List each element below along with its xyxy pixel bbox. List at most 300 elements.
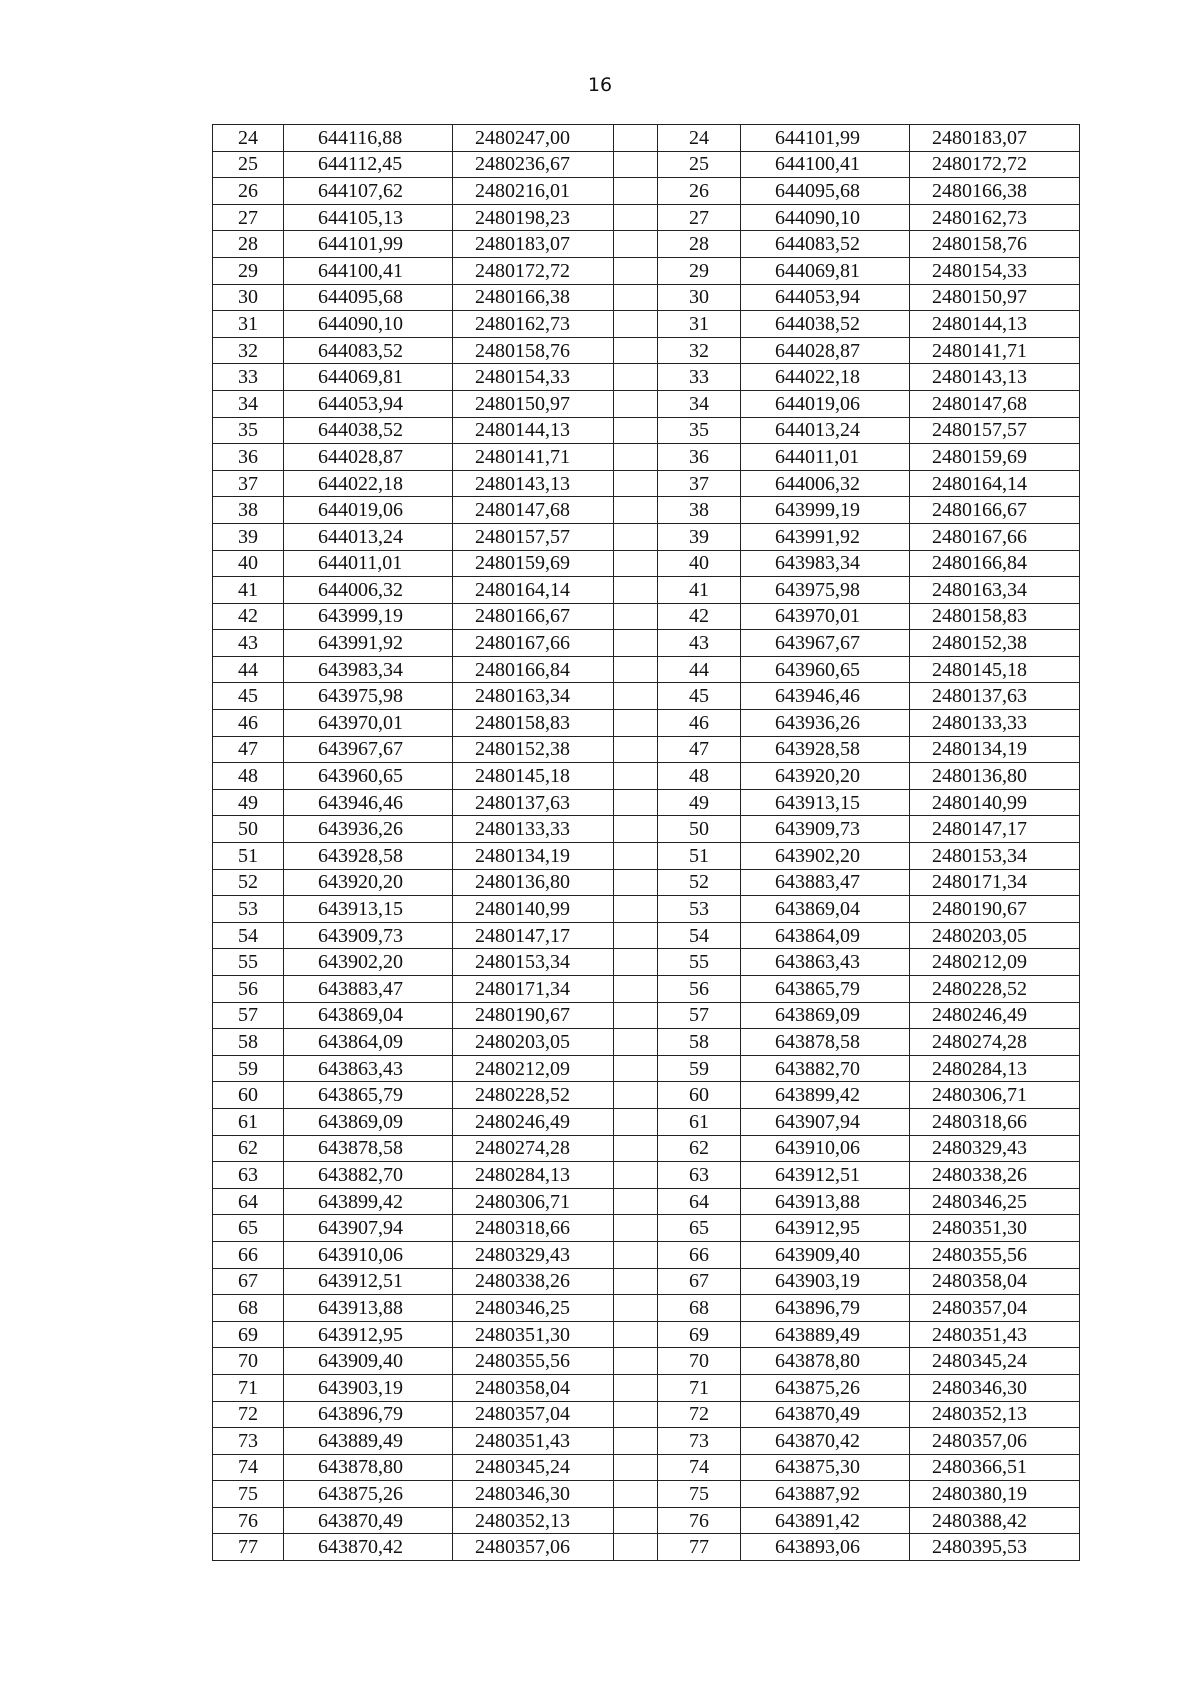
right-x-coordinate: 643863,43 (741, 949, 910, 976)
right-y-coordinate: 2480246,49 (910, 1002, 1080, 1029)
right-x-coordinate: 643967,67 (741, 630, 910, 657)
left-point-number: 73 (213, 1428, 284, 1455)
right-point-number: 27 (658, 204, 741, 231)
left-x-coordinate: 644116,88 (284, 125, 453, 152)
left-y-coordinate: 2480357,04 (453, 1401, 614, 1428)
right-y-coordinate: 2480136,80 (910, 763, 1080, 790)
blank-separator-cell (614, 976, 658, 1003)
table-row (213, 1428, 1080, 1455)
blank-separator-cell (614, 1055, 658, 1082)
left-x-coordinate: 643983,34 (284, 656, 453, 683)
right-y-coordinate: 2480172,72 (910, 151, 1080, 178)
right-x-coordinate: 643869,09 (741, 1002, 910, 1029)
left-y-coordinate: 2480158,83 (453, 710, 614, 737)
table-row (213, 204, 1080, 231)
blank-separator-cell (614, 1188, 658, 1215)
right-x-coordinate: 643907,94 (741, 1108, 910, 1135)
right-x-coordinate: 644101,99 (741, 125, 910, 152)
left-x-coordinate: 644019,06 (284, 497, 453, 524)
left-x-coordinate: 643946,46 (284, 789, 453, 816)
blank-separator-cell (614, 1162, 658, 1189)
right-point-number: 57 (658, 1002, 741, 1029)
left-point-number: 47 (213, 736, 284, 763)
page-number: 16 (587, 74, 613, 96)
right-x-coordinate: 644022,18 (741, 364, 910, 391)
right-point-number: 44 (658, 656, 741, 683)
right-point-number: 63 (658, 1162, 741, 1189)
left-point-number: 32 (213, 337, 284, 364)
table-row (213, 417, 1080, 444)
blank-separator-cell (614, 125, 658, 152)
right-y-coordinate: 2480346,30 (910, 1374, 1080, 1401)
left-point-number: 75 (213, 1481, 284, 1508)
blank-separator-cell (614, 550, 658, 577)
right-x-coordinate: 643893,06 (741, 1534, 910, 1561)
left-x-coordinate: 644083,52 (284, 337, 453, 364)
right-point-number: 40 (658, 550, 741, 577)
right-x-coordinate: 644019,06 (741, 390, 910, 417)
blank-separator-cell (614, 710, 658, 737)
right-x-coordinate: 643960,65 (741, 656, 910, 683)
blank-separator-cell (614, 1428, 658, 1455)
left-y-coordinate: 2480167,66 (453, 630, 614, 657)
left-x-coordinate: 643903,19 (284, 1374, 453, 1401)
right-x-coordinate: 643865,79 (741, 976, 910, 1003)
right-point-number: 41 (658, 577, 741, 604)
blank-separator-cell (614, 1401, 658, 1428)
left-point-number: 27 (213, 204, 284, 231)
right-y-coordinate: 2480166,67 (910, 497, 1080, 524)
right-x-coordinate: 643889,49 (741, 1321, 910, 1348)
left-y-coordinate: 2480284,13 (453, 1162, 614, 1189)
left-y-coordinate: 2480158,76 (453, 337, 614, 364)
right-x-coordinate: 643946,46 (741, 683, 910, 710)
left-y-coordinate: 2480171,34 (453, 976, 614, 1003)
table-row (213, 444, 1080, 471)
right-x-coordinate: 643970,01 (741, 603, 910, 630)
left-y-coordinate: 2480338,26 (453, 1268, 614, 1295)
right-y-coordinate: 2480159,69 (910, 444, 1080, 471)
left-x-coordinate: 643975,98 (284, 683, 453, 710)
right-y-coordinate: 2480147,17 (910, 816, 1080, 843)
left-x-coordinate: 643883,47 (284, 976, 453, 1003)
blank-separator-cell (614, 364, 658, 391)
left-y-coordinate: 2480198,23 (453, 204, 614, 231)
right-x-coordinate: 643910,06 (741, 1135, 910, 1162)
blank-separator-cell (614, 1029, 658, 1056)
blank-separator-cell (614, 178, 658, 205)
right-point-number: 68 (658, 1295, 741, 1322)
right-y-coordinate: 2480318,66 (910, 1108, 1080, 1135)
left-x-coordinate: 643909,40 (284, 1348, 453, 1375)
left-x-coordinate: 644107,62 (284, 178, 453, 205)
coordinates-table-body (213, 125, 1080, 1561)
table-row (213, 1401, 1080, 1428)
table-row (213, 1055, 1080, 1082)
right-point-number: 52 (658, 869, 741, 896)
table-row (213, 949, 1080, 976)
right-x-coordinate: 643878,58 (741, 1029, 910, 1056)
right-x-coordinate: 644013,24 (741, 417, 910, 444)
right-x-coordinate: 644038,52 (741, 311, 910, 338)
left-x-coordinate: 644105,13 (284, 204, 453, 231)
right-y-coordinate: 2480152,38 (910, 630, 1080, 657)
right-point-number: 70 (658, 1348, 741, 1375)
right-point-number: 37 (658, 470, 741, 497)
table-row (213, 843, 1080, 870)
left-x-coordinate: 643870,49 (284, 1507, 453, 1534)
right-y-coordinate: 2480338,26 (910, 1162, 1080, 1189)
right-y-coordinate: 2480143,13 (910, 364, 1080, 391)
left-x-coordinate: 644069,81 (284, 364, 453, 391)
right-y-coordinate: 2480153,34 (910, 843, 1080, 870)
right-y-coordinate: 2480166,84 (910, 550, 1080, 577)
left-point-number: 51 (213, 843, 284, 870)
blank-separator-cell (614, 1534, 658, 1561)
left-point-number: 74 (213, 1454, 284, 1481)
left-y-coordinate: 2480274,28 (453, 1135, 614, 1162)
blank-separator-cell (614, 151, 658, 178)
left-y-coordinate: 2480141,71 (453, 444, 614, 471)
table-row (213, 976, 1080, 1003)
left-x-coordinate: 644095,68 (284, 284, 453, 311)
right-point-number: 49 (658, 789, 741, 816)
table-row (213, 1241, 1080, 1268)
right-x-coordinate: 643896,79 (741, 1295, 910, 1322)
table-row (213, 1002, 1080, 1029)
right-x-coordinate: 643903,19 (741, 1268, 910, 1295)
left-y-coordinate: 2480133,33 (453, 816, 614, 843)
blank-separator-cell (614, 1241, 658, 1268)
left-point-number: 69 (213, 1321, 284, 1348)
left-y-coordinate: 2480140,99 (453, 896, 614, 923)
table-row (213, 284, 1080, 311)
left-point-number: 31 (213, 311, 284, 338)
table-row (213, 1215, 1080, 1242)
left-point-number: 58 (213, 1029, 284, 1056)
right-point-number: 46 (658, 710, 741, 737)
right-y-coordinate: 2480357,04 (910, 1295, 1080, 1322)
right-point-number: 25 (658, 151, 741, 178)
table-row (213, 1454, 1080, 1481)
right-y-coordinate: 2480346,25 (910, 1188, 1080, 1215)
left-x-coordinate: 644022,18 (284, 470, 453, 497)
left-y-coordinate: 2480357,06 (453, 1534, 614, 1561)
right-point-number: 71 (658, 1374, 741, 1401)
right-x-coordinate: 643913,15 (741, 789, 910, 816)
left-y-coordinate: 2480137,63 (453, 789, 614, 816)
left-y-coordinate: 2480216,01 (453, 178, 614, 205)
blank-separator-cell (614, 1135, 658, 1162)
right-point-number: 29 (658, 257, 741, 284)
blank-separator-cell (614, 763, 658, 790)
left-y-coordinate: 2480163,34 (453, 683, 614, 710)
right-x-coordinate: 643999,19 (741, 497, 910, 524)
left-point-number: 52 (213, 869, 284, 896)
left-y-coordinate: 2480318,66 (453, 1215, 614, 1242)
right-x-coordinate: 644006,32 (741, 470, 910, 497)
table-row (213, 1082, 1080, 1109)
right-point-number: 34 (658, 390, 741, 417)
table-row (213, 497, 1080, 524)
left-point-number: 65 (213, 1215, 284, 1242)
left-y-coordinate: 2480162,73 (453, 311, 614, 338)
right-x-coordinate: 643928,58 (741, 736, 910, 763)
right-x-coordinate: 643882,70 (741, 1055, 910, 1082)
left-x-coordinate: 643991,92 (284, 630, 453, 657)
left-y-coordinate: 2480166,84 (453, 656, 614, 683)
blank-separator-cell (614, 949, 658, 976)
right-point-number: 69 (658, 1321, 741, 1348)
table-row (213, 603, 1080, 630)
table-row (213, 869, 1080, 896)
left-point-number: 77 (213, 1534, 284, 1561)
left-y-coordinate: 2480228,52 (453, 1082, 614, 1109)
coordinates-table (212, 124, 1080, 1561)
right-y-coordinate: 2480167,66 (910, 523, 1080, 550)
right-x-coordinate: 644095,68 (741, 178, 910, 205)
left-x-coordinate: 643913,15 (284, 896, 453, 923)
left-point-number: 33 (213, 364, 284, 391)
left-x-coordinate: 643899,42 (284, 1188, 453, 1215)
left-x-coordinate: 644011,01 (284, 550, 453, 577)
left-x-coordinate: 643960,65 (284, 763, 453, 790)
right-y-coordinate: 2480190,67 (910, 896, 1080, 923)
left-x-coordinate: 643882,70 (284, 1162, 453, 1189)
right-point-number: 77 (658, 1534, 741, 1561)
left-y-coordinate: 2480136,80 (453, 869, 614, 896)
left-point-number: 70 (213, 1348, 284, 1375)
left-y-coordinate: 2480144,13 (453, 417, 614, 444)
right-point-number: 76 (658, 1507, 741, 1534)
right-y-coordinate: 2480351,30 (910, 1215, 1080, 1242)
left-point-number: 71 (213, 1374, 284, 1401)
left-x-coordinate: 643878,58 (284, 1135, 453, 1162)
blank-separator-cell (614, 1002, 658, 1029)
blank-separator-cell (614, 470, 658, 497)
left-point-number: 26 (213, 178, 284, 205)
right-point-number: 67 (658, 1268, 741, 1295)
right-x-coordinate: 643912,95 (741, 1215, 910, 1242)
left-y-coordinate: 2480212,09 (453, 1055, 614, 1082)
table-row (213, 231, 1080, 258)
table-row (213, 311, 1080, 338)
blank-separator-cell (614, 683, 658, 710)
left-y-coordinate: 2480145,18 (453, 763, 614, 790)
left-point-number: 24 (213, 125, 284, 152)
left-y-coordinate: 2480166,38 (453, 284, 614, 311)
left-y-coordinate: 2480154,33 (453, 364, 614, 391)
right-x-coordinate: 644100,41 (741, 151, 910, 178)
left-point-number: 28 (213, 231, 284, 258)
left-y-coordinate: 2480203,05 (453, 1029, 614, 1056)
right-point-number: 48 (658, 763, 741, 790)
blank-separator-cell (614, 1454, 658, 1481)
left-point-number: 68 (213, 1295, 284, 1322)
right-point-number: 72 (658, 1401, 741, 1428)
right-y-coordinate: 2480388,42 (910, 1507, 1080, 1534)
table-row (213, 656, 1080, 683)
blank-separator-cell (614, 284, 658, 311)
right-point-number: 30 (658, 284, 741, 311)
right-point-number: 28 (658, 231, 741, 258)
left-point-number: 56 (213, 976, 284, 1003)
right-y-coordinate: 2480158,76 (910, 231, 1080, 258)
left-point-number: 66 (213, 1241, 284, 1268)
right-y-coordinate: 2480228,52 (910, 976, 1080, 1003)
left-y-coordinate: 2480147,68 (453, 497, 614, 524)
table-row (213, 1348, 1080, 1375)
left-x-coordinate: 643863,43 (284, 1055, 453, 1082)
right-y-coordinate: 2480329,43 (910, 1135, 1080, 1162)
right-y-coordinate: 2480144,13 (910, 311, 1080, 338)
table-row (213, 125, 1080, 152)
left-y-coordinate: 2480246,49 (453, 1108, 614, 1135)
table-row (213, 1295, 1080, 1322)
table-row (213, 151, 1080, 178)
right-y-coordinate: 2480183,07 (910, 125, 1080, 152)
left-x-coordinate: 643869,09 (284, 1108, 453, 1135)
left-y-coordinate: 2480351,30 (453, 1321, 614, 1348)
right-point-number: 47 (658, 736, 741, 763)
blank-separator-cell (614, 577, 658, 604)
left-y-coordinate: 2480190,67 (453, 1002, 614, 1029)
left-x-coordinate: 644090,10 (284, 311, 453, 338)
right-point-number: 38 (658, 497, 741, 524)
left-x-coordinate: 643967,67 (284, 736, 453, 763)
blank-separator-cell (614, 257, 658, 284)
left-y-coordinate: 2480346,30 (453, 1481, 614, 1508)
table-row (213, 816, 1080, 843)
right-y-coordinate: 2480212,09 (910, 949, 1080, 976)
right-point-number: 54 (658, 922, 741, 949)
left-x-coordinate: 643902,20 (284, 949, 453, 976)
right-x-coordinate: 643870,42 (741, 1428, 910, 1455)
right-point-number: 58 (658, 1029, 741, 1056)
left-point-number: 63 (213, 1162, 284, 1189)
table-row (213, 736, 1080, 763)
left-x-coordinate: 643970,01 (284, 710, 453, 737)
left-x-coordinate: 643870,42 (284, 1534, 453, 1561)
table-row (213, 922, 1080, 949)
right-point-number: 45 (658, 683, 741, 710)
table-row (213, 1108, 1080, 1135)
right-x-coordinate: 643883,47 (741, 869, 910, 896)
right-x-coordinate: 643875,26 (741, 1374, 910, 1401)
right-y-coordinate: 2480164,14 (910, 470, 1080, 497)
left-x-coordinate: 643936,26 (284, 816, 453, 843)
blank-separator-cell (614, 1321, 658, 1348)
right-point-number: 61 (658, 1108, 741, 1135)
left-point-number: 76 (213, 1507, 284, 1534)
right-point-number: 66 (658, 1241, 741, 1268)
right-x-coordinate: 644083,52 (741, 231, 910, 258)
right-y-coordinate: 2480158,83 (910, 603, 1080, 630)
right-point-number: 36 (658, 444, 741, 471)
table-row (213, 523, 1080, 550)
table-row (213, 1507, 1080, 1534)
right-y-coordinate: 2480395,53 (910, 1534, 1080, 1561)
left-y-coordinate: 2480153,34 (453, 949, 614, 976)
table-row (213, 550, 1080, 577)
table-row (213, 710, 1080, 737)
blank-separator-cell (614, 1348, 658, 1375)
blank-separator-cell (614, 231, 658, 258)
blank-separator-cell (614, 816, 658, 843)
left-point-number: 49 (213, 789, 284, 816)
right-point-number: 26 (658, 178, 741, 205)
left-y-coordinate: 2480345,24 (453, 1454, 614, 1481)
left-x-coordinate: 643864,09 (284, 1029, 453, 1056)
right-point-number: 55 (658, 949, 741, 976)
left-point-number: 72 (213, 1401, 284, 1428)
right-x-coordinate: 643913,88 (741, 1188, 910, 1215)
table-row (213, 470, 1080, 497)
blank-separator-cell (614, 1268, 658, 1295)
left-x-coordinate: 644101,99 (284, 231, 453, 258)
blank-separator-cell (614, 311, 658, 338)
blank-separator-cell (614, 789, 658, 816)
left-x-coordinate: 644013,24 (284, 523, 453, 550)
left-y-coordinate: 2480172,72 (453, 257, 614, 284)
blank-separator-cell (614, 1108, 658, 1135)
left-x-coordinate: 644028,87 (284, 444, 453, 471)
right-point-number: 65 (658, 1215, 741, 1242)
table-row (213, 364, 1080, 391)
table-row (213, 1188, 1080, 1215)
left-y-coordinate: 2480147,17 (453, 922, 614, 949)
right-y-coordinate: 2480141,71 (910, 337, 1080, 364)
left-y-coordinate: 2480355,56 (453, 1348, 614, 1375)
left-x-coordinate: 644053,94 (284, 390, 453, 417)
left-y-coordinate: 2480143,13 (453, 470, 614, 497)
left-x-coordinate: 643909,73 (284, 922, 453, 949)
right-y-coordinate: 2480134,19 (910, 736, 1080, 763)
right-point-number: 74 (658, 1454, 741, 1481)
left-y-coordinate: 2480358,04 (453, 1374, 614, 1401)
left-point-number: 67 (213, 1268, 284, 1295)
left-x-coordinate: 643913,88 (284, 1295, 453, 1322)
right-y-coordinate: 2480147,68 (910, 390, 1080, 417)
right-point-number: 43 (658, 630, 741, 657)
right-y-coordinate: 2480163,34 (910, 577, 1080, 604)
right-point-number: 31 (658, 311, 741, 338)
blank-separator-cell (614, 736, 658, 763)
right-point-number: 33 (658, 364, 741, 391)
right-x-coordinate: 643902,20 (741, 843, 910, 870)
blank-separator-cell (614, 1215, 658, 1242)
left-x-coordinate: 643920,20 (284, 869, 453, 896)
left-y-coordinate: 2480247,00 (453, 125, 614, 152)
left-point-number: 41 (213, 577, 284, 604)
right-x-coordinate: 644028,87 (741, 337, 910, 364)
right-point-number: 56 (658, 976, 741, 1003)
left-y-coordinate: 2480166,67 (453, 603, 614, 630)
right-x-coordinate: 643975,98 (741, 577, 910, 604)
right-x-coordinate: 643991,92 (741, 523, 910, 550)
left-point-number: 57 (213, 1002, 284, 1029)
right-x-coordinate: 643864,09 (741, 922, 910, 949)
left-point-number: 30 (213, 284, 284, 311)
table-row (213, 337, 1080, 364)
left-y-coordinate: 2480152,38 (453, 736, 614, 763)
left-x-coordinate: 644038,52 (284, 417, 453, 444)
left-point-number: 34 (213, 390, 284, 417)
blank-separator-cell (614, 523, 658, 550)
left-point-number: 38 (213, 497, 284, 524)
right-y-coordinate: 2480351,43 (910, 1321, 1080, 1348)
left-x-coordinate: 643865,79 (284, 1082, 453, 1109)
